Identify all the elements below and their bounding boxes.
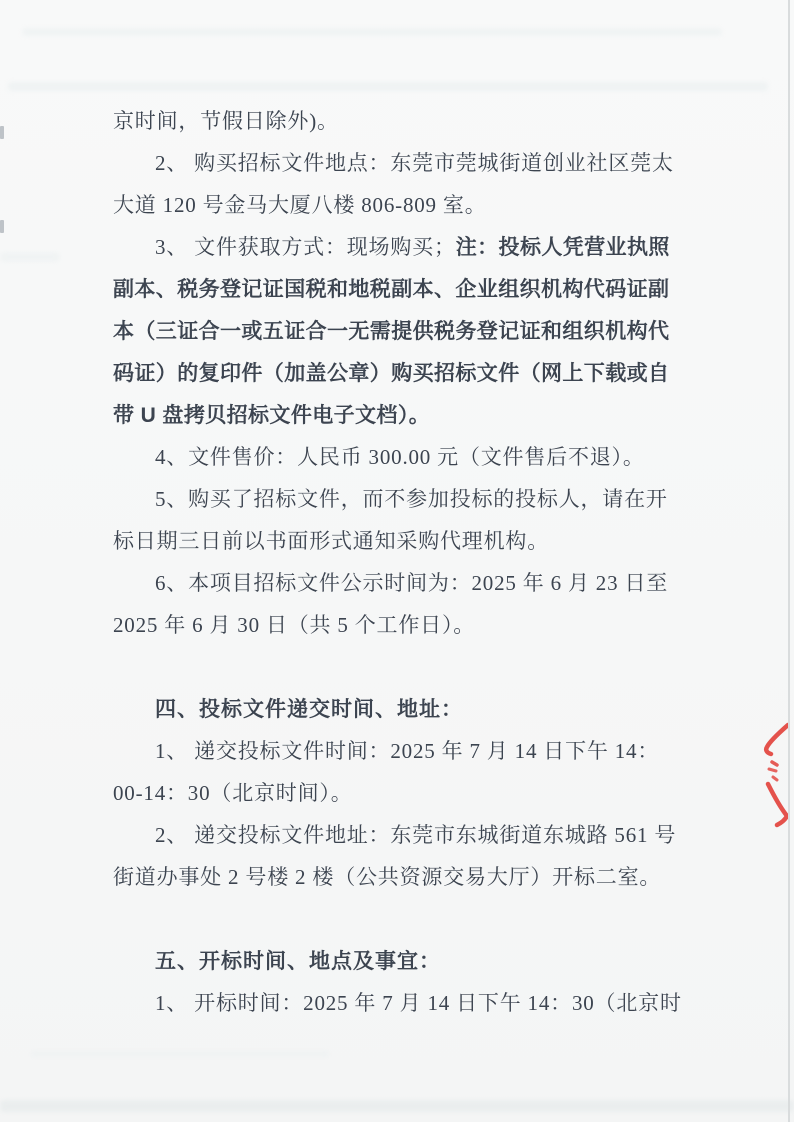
text-line (113, 184, 733, 226)
text-line (113, 730, 733, 772)
text-line (113, 436, 733, 478)
text-line (113, 982, 733, 1024)
text-line (113, 268, 733, 310)
scan-edge-artifact (0, 126, 4, 139)
text-segment: 5、购买了招标文件，而不参加投标的投标人，请在开 (155, 487, 668, 511)
scan-smudge (22, 28, 722, 36)
text-segment: 大道 120 号金马大厦八楼 806-809 室。 (113, 193, 487, 217)
text-line (113, 310, 733, 352)
document-body (113, 100, 733, 1024)
text-segment: 1、 开标时间：2025 年 7 月 14 日下午 14：30（北京时 (155, 991, 682, 1015)
text-line (113, 394, 733, 436)
text-segment: 码证）的复印件（加盖公章）购买招标文件（网上下载或自 (113, 362, 670, 385)
text-segment: 注：投标人凭营业执照 (455, 236, 670, 259)
text-segment: 2、 购买招标文件地点：东莞市莞城街道创业社区莞太 (155, 151, 674, 175)
scan-edge-artifact (0, 220, 4, 233)
text-line (113, 100, 733, 142)
scan-smudge (0, 252, 60, 262)
scan-smudge (30, 1050, 330, 1058)
text-line (113, 226, 733, 268)
text-segment: 带 U 盘拷贝招标文件电子文档）。 (113, 404, 431, 427)
text-segment: 2025 年 6 月 30 日（共 5 个工作日）。 (113, 613, 476, 637)
text-segment: 标日期三日前以书面形式通知采购代理机构。 (113, 529, 549, 553)
text-segment: 3、 文件获取方式：现场购买； (155, 235, 456, 259)
text-segment: 6、本项目招标文件公示时间为：2025 年 6 月 23 日至 (155, 571, 669, 595)
text-segment: 京时间，节假日除外)。 (113, 109, 339, 133)
blank-line (113, 646, 733, 688)
text-segment: 街道办事处 2 号楼 2 楼（公共资源交易大厅）开标二室。 (113, 865, 662, 889)
text-segment: 四、投标文件递交时间、地址： (155, 698, 463, 721)
text-segment: 2、 递交投标文件地址：东莞市东城街道东城路 561 号 (155, 823, 677, 847)
text-line (113, 520, 733, 562)
scan-smudge (8, 82, 768, 91)
text-line (113, 856, 733, 898)
text-line (113, 142, 733, 184)
red-pen-mark (760, 722, 788, 832)
text-segment: 00-14：30（北京时间）。 (113, 781, 353, 805)
text-line (113, 772, 733, 814)
scan-edge-line (788, 0, 790, 1122)
text-line (113, 562, 733, 604)
text-segment: 1、 递交投标文件时间：2025 年 7 月 14 日下午 14： (155, 739, 660, 763)
text-line (113, 352, 733, 394)
text-segment: 副本、税务登记证国税和地税副本、企业组织机构代码证副 (113, 278, 670, 301)
text-line (113, 604, 733, 646)
section-heading (113, 688, 733, 730)
section-heading (113, 940, 733, 982)
text-segment: 五、开标时间、地点及事宜： (155, 950, 441, 973)
text-line (113, 478, 733, 520)
text-line (113, 814, 733, 856)
text-segment: 本（三证合一或五证合一无需提供税务登记证和组织机构代 (113, 320, 670, 343)
scan-smudge (0, 1100, 794, 1112)
text-segment: 4、文件售价：人民币 300.00 元（文件售后不退）。 (155, 445, 645, 469)
blank-line (113, 898, 733, 940)
